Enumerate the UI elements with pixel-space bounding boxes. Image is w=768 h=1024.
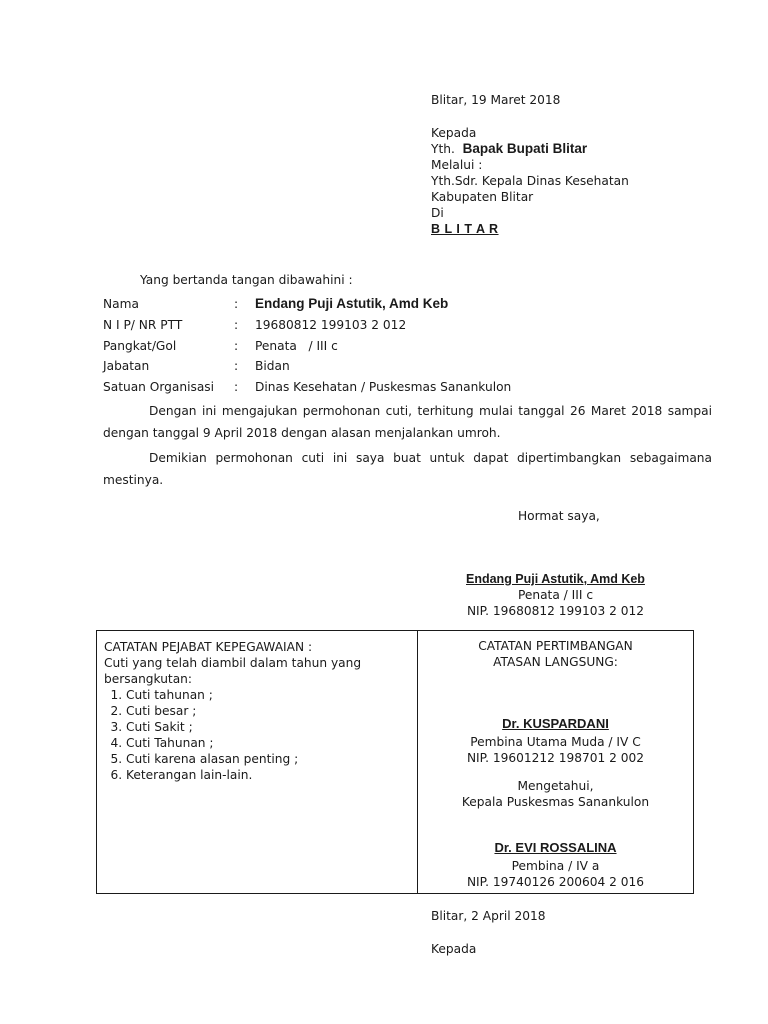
identity-row-rank [103, 336, 723, 356]
recipient-line [431, 141, 587, 157]
body-paragraph-closing: Demikian permohonan cuti ini saya buat untuk dapat dipertimbangkan sebagaimana mestinya. [103, 451, 712, 487]
identity-label: N I P/ NR PTT [103, 318, 183, 332]
footer-date: Blitar, 2 April 2018 [431, 909, 546, 923]
intro-text: Yang bertanda tangan dibawahini : [140, 273, 353, 287]
personnel-notes-title: CATATAN PEJABAT KEPEGAWAIAN : [104, 640, 313, 654]
recipient-city: B L I T A R [431, 222, 499, 236]
identity-colon: : [234, 359, 239, 373]
recipient-name: Bapak Bupati Blitar [462, 141, 588, 156]
supervisor-notes [418, 631, 693, 893]
identity-colon: : [234, 297, 239, 311]
recipient-melalui: Melalui : [431, 158, 483, 172]
identity-label: Jabatan [103, 359, 150, 373]
leave-type-item: 6. Keterangan lain-lain. [126, 767, 409, 783]
leave-type-item: 3. Cuti Sakit ; [126, 719, 409, 735]
footer-kepada: Kepada [431, 942, 477, 956]
kepala-label: Kepala Puskesmas Sanankulon [461, 795, 650, 809]
letter-date: Blitar, 19 Maret 2018 [431, 93, 561, 107]
signer-nip: NIP. 19680812 199103 2 012 [466, 604, 645, 618]
identity-value: Bidan [255, 359, 290, 373]
identity-value: Endang Puji Astutik, Amd Keb [255, 296, 449, 311]
notes-table [96, 630, 694, 894]
identity-row-position [103, 356, 723, 376]
leave-type-item: 2. Cuti besar ; [126, 703, 409, 719]
identity-row-nip [103, 315, 723, 335]
leave-type-list [104, 687, 409, 783]
leave-type-item: 1. Cuti tahunan ; [126, 687, 409, 703]
identity-row-unit [103, 377, 723, 397]
recipient-prefix: Yth. [431, 142, 455, 156]
personnel-notes-sub2: bersangkutan: [104, 672, 193, 686]
supervisor1-nip: NIP. 19601212 198701 2 002 [466, 751, 645, 765]
identity-value: Dinas Kesehatan / Puskesmas Sanankulon [255, 380, 512, 394]
identity-colon: : [234, 318, 239, 332]
identity-value: 19680812 199103 2 012 [255, 318, 407, 332]
closing-greeting: Hormat saya, [518, 509, 600, 523]
personnel-notes-sub1: Cuti yang telah diambil dalam tahun yang [104, 656, 362, 670]
supervisor1-name: Dr. KUSPARDANI [502, 716, 609, 731]
leave-type-item: 5. Cuti karena alasan penting ; [126, 751, 409, 767]
recipient-line1: Yth.Sdr. Kepala Dinas Kesehatan [431, 174, 629, 188]
signer-rank: Penata / III c [517, 588, 594, 602]
body-paragraph-request: Dengan ini mengajukan permohonan cuti, terhitung mulai tanggal 26 Maret 2018 sampai dengan tanggal 9 April 2018 dengan alasan menjalankan umroh. [103, 404, 712, 440]
supervisor2-nip: NIP. 19740126 200604 2 016 [466, 875, 645, 889]
recipient-line2: Kabupaten Blitar [431, 190, 534, 204]
identity-label: Nama [103, 297, 139, 311]
leave-type-item: 4. Cuti Tahunan ; [126, 735, 409, 751]
identity-label: Satuan Organisasi [103, 380, 215, 394]
signer-name: Endang Puji Astutik, Amd Keb [466, 572, 645, 586]
mengetahui-label: Mengetahui, [517, 779, 594, 793]
recipient-kepada: Kepada [431, 126, 477, 140]
identity-row-name [103, 294, 723, 314]
supervisor2-name: Dr. EVI ROSSALINA [494, 840, 617, 855]
identity-label: Pangkat/Gol [103, 339, 177, 353]
supervisor1-rank: Pembina Utama Muda / IV C [470, 735, 641, 749]
recipient-di: Di [431, 206, 444, 220]
personnel-notes [104, 639, 409, 783]
identity-colon: : [234, 380, 239, 394]
supervisor2-rank: Pembina / IV a [511, 859, 600, 873]
identity-colon: : [234, 339, 239, 353]
identity-value: Penata / III c [255, 339, 338, 353]
supervisor-notes-title1: CATATAN PERTIMBANGAN [478, 639, 633, 653]
supervisor-notes-title2: ATASAN LANGSUNG: [493, 655, 618, 669]
